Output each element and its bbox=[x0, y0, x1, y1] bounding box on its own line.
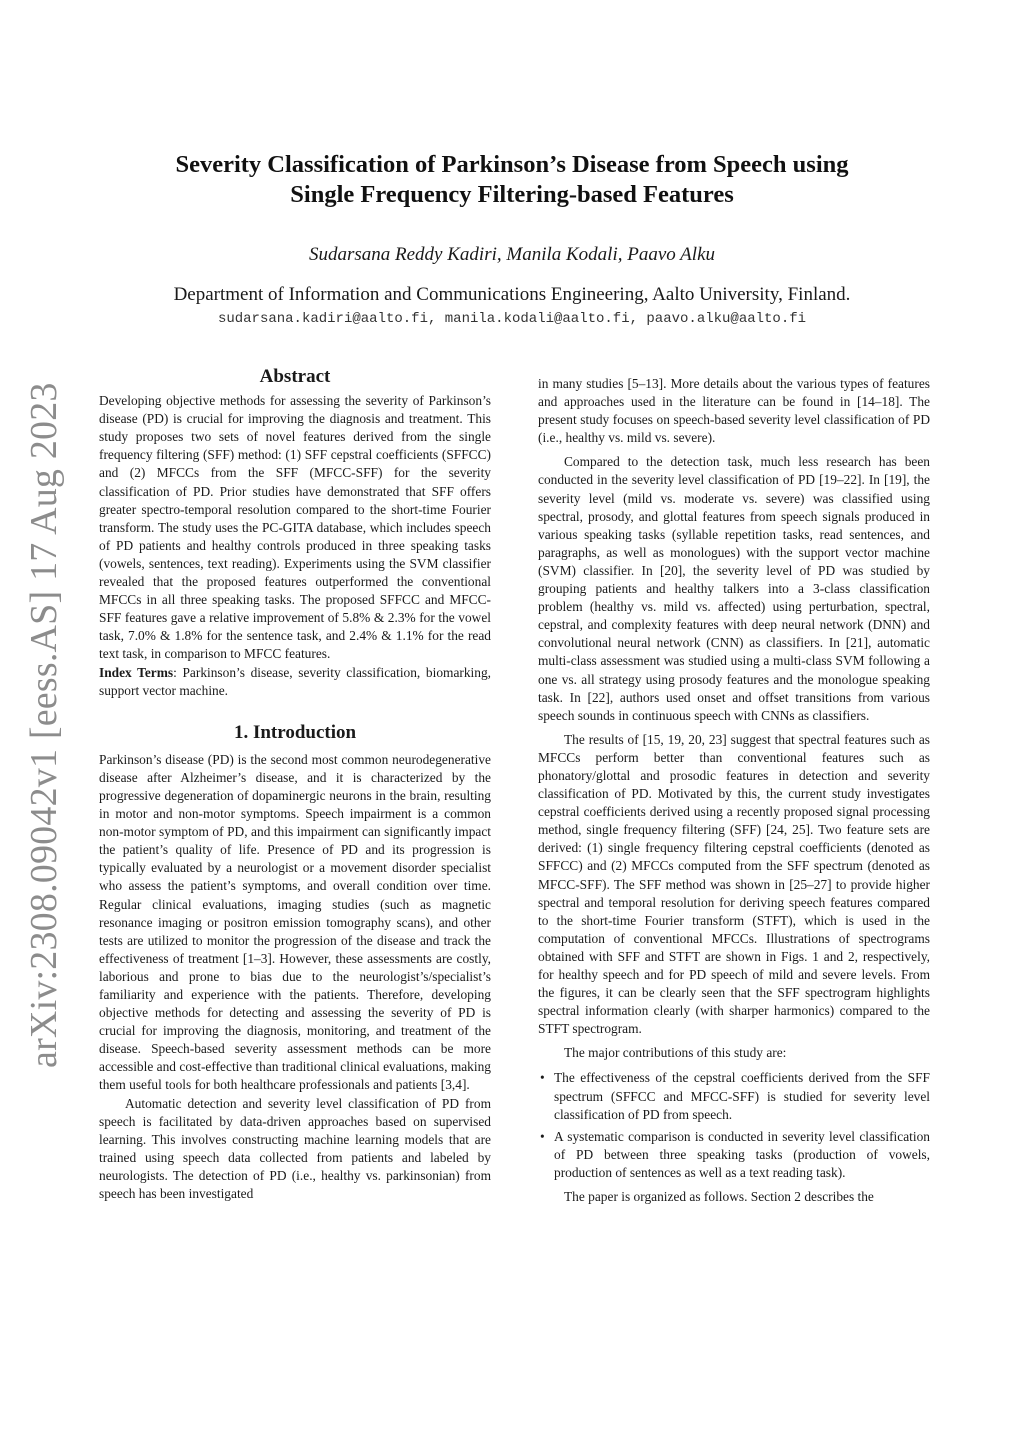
intro-paragraph-2: Automatic detection and severity level classification of PD from speech is facilitated by data-driven approaches based on supervised learning. This involves constructing machine learning models that are trained using speech data collected from patients and labeled by neurologists. The detection of PD (i.e., healthy vs. parkinsonian) from speech has been investigated bbox=[99, 1095, 491, 1202]
introduction-heading: 1. Introduction bbox=[233, 721, 357, 743]
abstract-heading: Abstract bbox=[259, 366, 331, 387]
abstract-body: Developing objective methods for assessing the severity of Parkinson’s disease (PD) is crucial for improving the diagnosis and treatment. This study proposes two sets of novel features derived from the single frequency filtering (SFF) method: (1) SFF cepstral coefficients (SFFCC) and (2) MFCCs from the SFF (MFCC-SFF) for the severity classification of PD. Prior studies have demonstrated that SFF offers greater spectro-temporal resolution compared to the short-time Fourier transform. The study uses the PC-GITA database, which includes speech of PD patients and healthy controls produced in three speaking tasks (vowels, sentences, text reading). Experiments using the SVM classifier revealed that the proposed features outperformed the conventional MFCCs in all three speaking tasks. The proposed SFFCC and MFCC-SFF features gave a relative improvement of 5.8% & 2.3% for the vowel task, 7.0% & 1.8% for the sentence task, and 2.4% & 1.1% for the read text task, in comparison to MFCC features. bbox=[99, 393, 491, 662]
author-list: Sudarsana Reddy Kadiri, Manila Kodali, Paavo Alku bbox=[308, 244, 715, 265]
paper-title bbox=[0, 150, 1024, 210]
title-line-2: Single Frequency Filtering-based Features bbox=[290, 181, 734, 208]
index-terms-text: : Parkinson’s disease, severity classification, biomarking, support vector machine. bbox=[99, 664, 492, 698]
contribution-item: • The effectiveness of the cepstral coefficients derived from the SFF spectrum (SFFCC and MFCC-SFF) is studied for severity level classification of PD from speech. bbox=[554, 1069, 930, 1123]
index-terms-label: Index Terms bbox=[99, 664, 174, 680]
right-column bbox=[538, 375, 930, 1206]
contributions-list bbox=[538, 1069, 930, 1182]
author-emails: sudarsana.kadiri@aalto.fi, manila.kodali@aalto.fi, paavo.alku@aalto.fi bbox=[217, 311, 807, 327]
intro-paragraph-1: Parkinson’s disease (PD) is the second most common neurodegenerative disease after Alzheimer’s disease, and it is characterized by the progressive degeneration of dopaminergic neurons in the brain, resulting in motor and non-motor symptoms. Speech impairment is a common non-motor symptom of PD, and this impairment can significantly impact the patient’s quality of life. Presence of PD and its progression is typically evaluated by a neurologist or a movement disorder specialist who assess the patient’s symptoms, and overall condition over time. Regular clinical evaluations, imaging studies (such as magnetic resonance imaging or positron emission tomography scans), and other tests are utilized to monitor the progression of the disease and track the effectiveness of treatment [1–3]. However, these assessments are costly, laborious and prone to bias due to the neurologist’s/specialist’s familiarity and experience with the patients. Therefore, developing objective methods for detecting and assessing the severity of PD is crucial for improving the diagnosis, monitoring, and treatment of the disease. Speech-based severity assessment methods can be more accessible and cost-effective than traditional clinical evaluations, making them useful tools for both healthcare professionals and patients [3,4]. bbox=[99, 751, 491, 1093]
intro-paragraph-3: Compared to the detection task, much less research has been conducted in the severity level classification of PD [19–22]. In [19], the severity level (mild vs. moderate vs. severe) was classified using spectral, prosody, and glottal features from speech signals produced in various speaking tasks (syllable repetition tasks, read sentences, and paragraphs, as well as monologues) with the support vector machine (SVM) classifier. In [20], the severity level of PD was studied by grouping patients and healthy talkers into a 3-class classification problem (healthy vs. mild vs. affected) using perturbation, spectral, cepstral, and complexity features with deep neural network (DNN) and convolutional neural network (CNN) as classifiers. In [21], automatic multi-class assessment was studied using a multi-class SVM following a one vs. all strategy using prosody features and the monologue speaking task. In [22], authors used onset and offset transitions from various speech sounds in continuous speech with CNNs as classifiers. bbox=[538, 454, 930, 723]
paper-header bbox=[0, 150, 1024, 327]
left-column bbox=[99, 368, 491, 1203]
title-line-1: Severity Classification of Parkinson’s Disease from Speech using bbox=[175, 151, 849, 178]
index-terms bbox=[99, 664, 491, 700]
arxiv-stamp: arXiv:2308.09042v1 [eess.AS] 17 Aug 2023 bbox=[23, 382, 65, 1068]
intro-paragraph-2-continued: in many studies [5–13]. More details about the various types of features and approaches used in the literature can be found in [14–18]. The present study focuses on speech-based severity level classification of PD (i.e., healthy vs. mild vs. severe). bbox=[538, 376, 930, 446]
intro-paragraph-6: The paper is organized as follows. Section 2 describes the bbox=[564, 1189, 874, 1205]
affiliation: Department of Information and Communications Engineering, Aalto University, Finland. bbox=[173, 284, 851, 305]
intro-paragraph-4: The results of [15, 19, 20, 23] suggest that spectral features such as MFCCs perform better than conventional features such as phonatory/glottal and prosodic features in detection and severity classification of PD. Motivated by this, the current study investigates cepstral coefficients derived using a recently proposed signal processing method, single frequency filtering (SFF) [24, 25]. Two feature sets are derived: (1) single frequency filtering cepstral coefficients (denoted as SFFCC) and (2) MFCCs computed from the SFF spectrum (denoted as MFCC-SFF). The SFF method was shown in [25–27] to provide higher spectral and temporal resolution for deriving speech features compared to the short-time Fourier transform (STFT), which is used in the computation of conventional MFCCs. Illustrations of spectrograms obtained with SFF and STFT are shown in Figs. 1 and 2, respectively, for healthy speech and for PD speech of mild and severe levels. From the figures, it can be clearly seen that the SFF spectrogram highlights spectral information clearly (with sharper harmonics) compared to the STFT spectrogram. bbox=[538, 731, 930, 1037]
contribution-item: • A systematic comparison is conducted in severity level classification of PD between three speaking tasks (production of vowels, production of sentences as well as a text reading task). bbox=[554, 1128, 930, 1182]
contributions-intro: The major contributions of this study are: bbox=[564, 1045, 787, 1061]
